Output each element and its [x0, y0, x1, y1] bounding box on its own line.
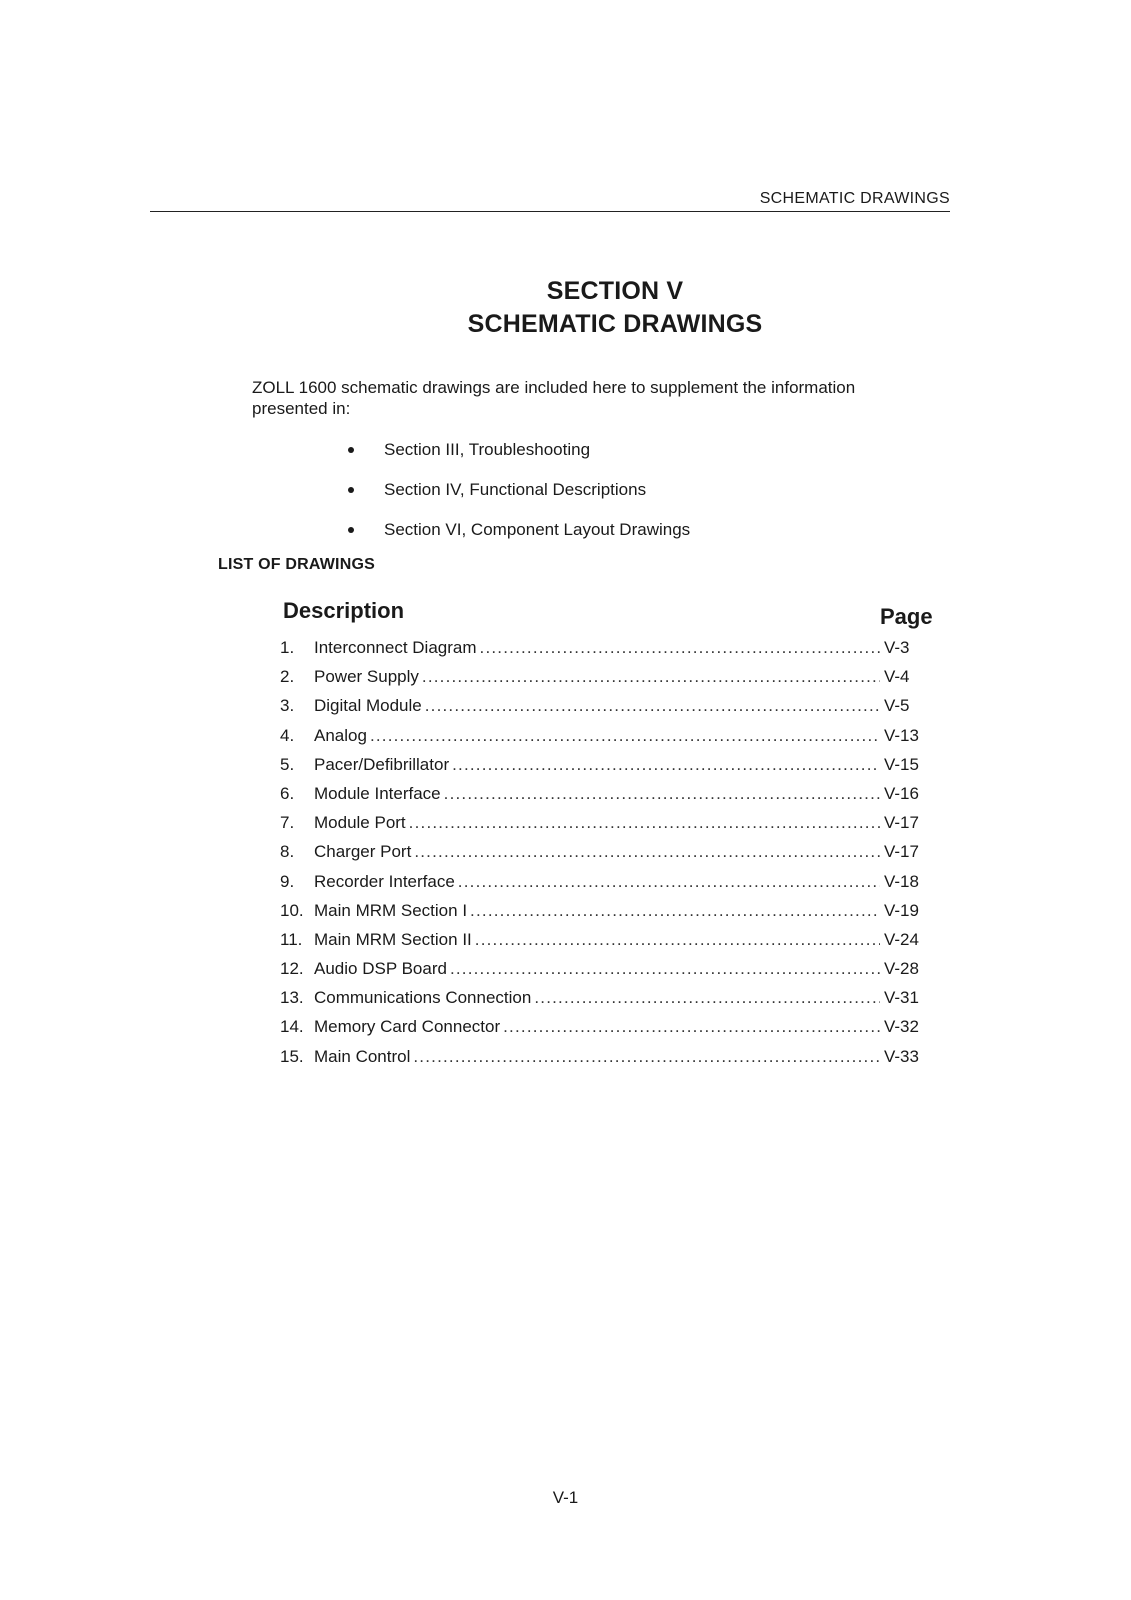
dot-leader	[534, 988, 880, 1008]
description-column-heading: Description	[283, 598, 405, 623]
toc-entry-page: V-28	[884, 959, 919, 979]
toc-entry-number: 8.	[280, 842, 295, 862]
toc-entry-page: V-24	[884, 929, 919, 949]
toc-entry	[280, 638, 926, 667]
bullet-icon	[348, 527, 354, 533]
running-header	[150, 190, 950, 214]
toc-entry-number: 15.	[280, 1046, 304, 1066]
toc-entry-title: Main MRM Section I	[314, 900, 468, 920]
toc-entry-title: Audio DSP Board	[314, 959, 447, 979]
dot-leader	[413, 1047, 880, 1067]
toc-entry-page: V-3	[884, 638, 910, 657]
toc-entry	[280, 1047, 926, 1076]
toc-entry-number: 11.	[280, 929, 303, 949]
toc-entry-number: 7.	[280, 813, 295, 833]
header-rule	[150, 211, 950, 212]
toc-entry-title: Analog	[314, 725, 367, 745]
dot-leader	[414, 842, 880, 862]
toc-entry-page: V-15	[884, 754, 919, 774]
toc-entry-number: 13.	[280, 988, 304, 1008]
dot-leader	[409, 813, 880, 833]
toc-entry-page: V-17	[884, 813, 919, 833]
dot-leader	[470, 901, 880, 921]
dot-leader	[370, 726, 880, 746]
toc-entry-page: V-33	[884, 1046, 919, 1066]
toc-entry	[280, 667, 926, 696]
toc-entry	[280, 755, 926, 784]
toc-entry-page: V-16	[884, 783, 919, 803]
list-of-drawings-heading: LIST OF DRAWINGS	[218, 556, 375, 573]
drawings-toc	[280, 638, 926, 1076]
toc-entry	[280, 726, 926, 755]
dot-leader	[444, 784, 880, 804]
toc-entry-number: 6.	[280, 783, 295, 803]
toc-entry-title: Digital Module	[314, 696, 422, 716]
reference-section-item	[340, 440, 690, 480]
toc-entry	[280, 696, 926, 725]
toc-entry-page: V-32	[884, 1017, 919, 1037]
toc-entry-page: V-18	[884, 871, 919, 891]
toc-entry-title: Memory Card Connector	[314, 1017, 501, 1037]
dot-leader	[480, 638, 880, 658]
toc-entry-number: 1.	[280, 638, 295, 657]
reference-section-item	[340, 480, 690, 520]
toc-entry	[280, 813, 926, 842]
reference-section-item	[340, 520, 690, 560]
toc-entry-number: 14.	[280, 1017, 304, 1037]
toc-entry-page: V-19	[884, 900, 919, 920]
dot-leader	[503, 1017, 880, 1037]
toc-entry-title: Interconnect Diagram	[314, 638, 477, 657]
toc-entry-title: Power Supply	[314, 667, 419, 687]
dot-leader	[452, 755, 880, 775]
toc-entry-title: Main MRM Section II	[314, 929, 472, 949]
toc-entry-number: 12.	[280, 959, 304, 979]
page-column-heading: Page	[880, 604, 933, 629]
toc-entry	[280, 988, 926, 1017]
toc-entry	[280, 1017, 926, 1046]
dot-leader	[422, 667, 880, 687]
reference-section-label: Section III, Troubleshooting	[384, 440, 591, 459]
toc-entry-number: 5.	[280, 754, 295, 774]
toc-entry-title: Main Control	[314, 1046, 411, 1066]
toc-entry-number: 9.	[280, 871, 295, 891]
section-number-title: SECTION V	[546, 277, 684, 305]
bullet-icon	[348, 447, 354, 453]
toc-entry	[280, 872, 926, 901]
reference-section-list	[340, 440, 690, 560]
toc-entry-page: V-17	[884, 842, 919, 862]
running-header-title: SCHEMATIC DRAWINGS	[759, 190, 950, 207]
toc-entry-title: Module Port	[314, 813, 406, 833]
intro-paragraph: ZOLL 1600 schematic drawings are included here to supplement the information presented in:	[252, 378, 856, 418]
toc-entry-title: Recorder Interface	[314, 871, 455, 891]
toc-entry-number: 4.	[280, 725, 295, 745]
bullet-icon	[348, 487, 354, 493]
toc-entry	[280, 930, 926, 959]
toc-entry-page: V-5	[884, 696, 910, 716]
toc-entry-page: V-31	[884, 988, 919, 1008]
reference-section-label: Section VI, Component Layout Drawings	[384, 520, 691, 539]
dot-leader	[475, 930, 880, 950]
section-name-title: SCHEMATIC DRAWINGS	[467, 310, 763, 338]
toc-entry	[280, 784, 926, 813]
toc-entry-page: V-13	[884, 725, 919, 745]
toc-entry-title: Communications Connection	[314, 988, 532, 1008]
toc-entry-number: 2.	[280, 667, 295, 687]
dot-leader	[450, 959, 880, 979]
toc-entry-title: Charger Port	[314, 842, 412, 862]
toc-entry-number: 10.	[280, 900, 304, 920]
toc-entry-page: V-4	[884, 667, 910, 687]
reference-section-label: Section IV, Functional Descriptions	[384, 480, 647, 499]
toc-entry	[280, 901, 926, 930]
dot-leader	[425, 696, 880, 716]
toc-entry-title: Module Interface	[314, 783, 441, 803]
toc-entry-title: Pacer/Defibrillator	[314, 754, 450, 774]
toc-entry	[280, 842, 926, 871]
page-number: V-1	[552, 1488, 579, 1507]
toc-entry-number: 3.	[280, 696, 295, 716]
dot-leader	[458, 872, 880, 892]
toc-entry	[280, 959, 926, 988]
